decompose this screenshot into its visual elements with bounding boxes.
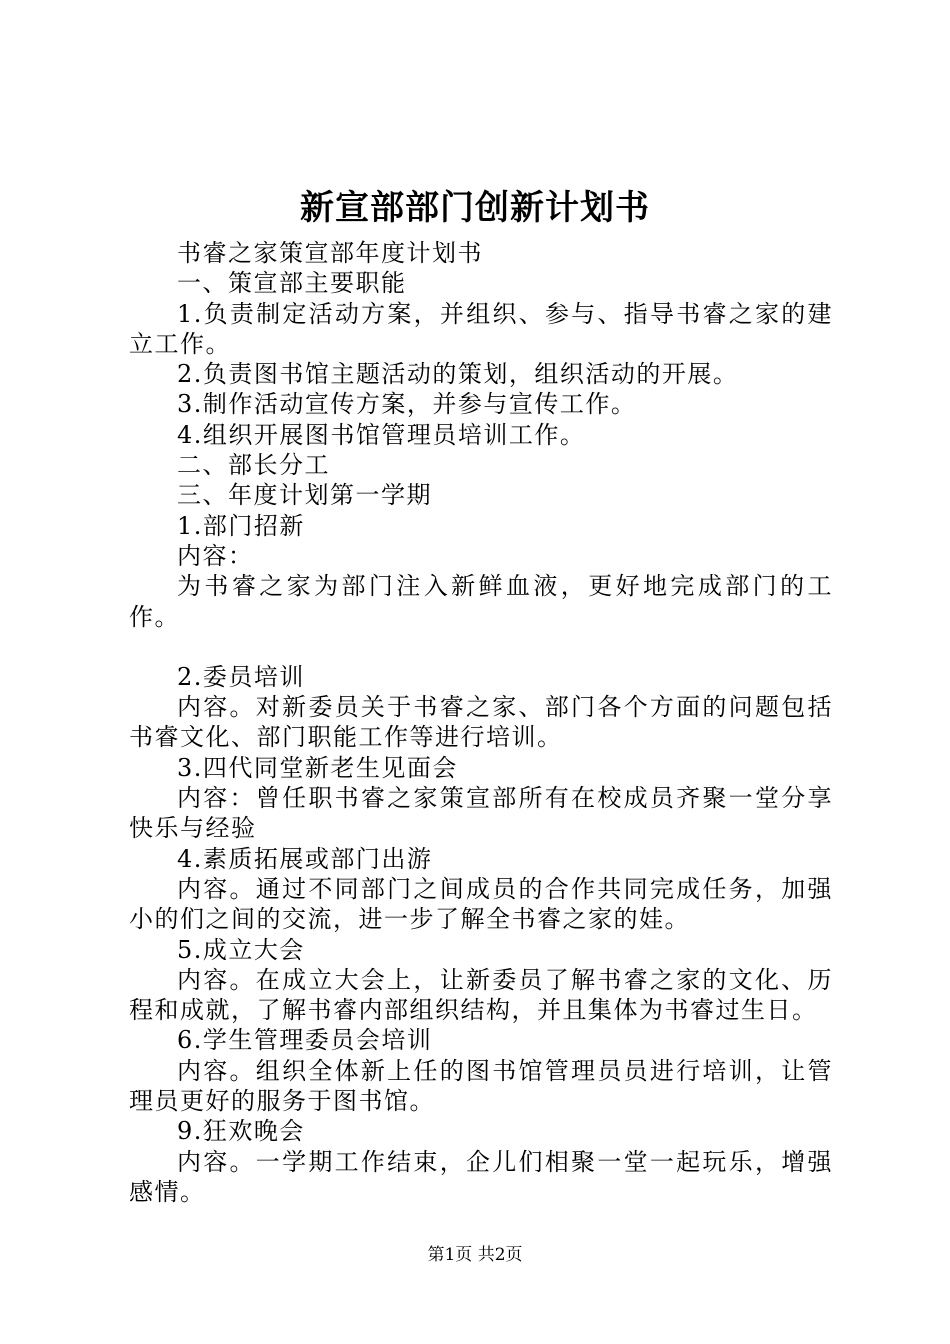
section-heading-annual-plan: 三、年度计划第一学期 — [177, 481, 432, 510]
item-content-recruitment: 为书睿之家为部门注入新鲜血液，更好地完成部门的工作。 — [129, 572, 833, 631]
item-heading-meeting: 3.四代同堂新老生见面会 — [177, 753, 458, 782]
item-content-committee-training: 内容。组织全体新上任的图书馆管理员员进行培训，让管理员更好的服务于图书馆。 — [129, 1056, 833, 1116]
section-heading-division: 二、部长分工 — [177, 451, 330, 480]
item-content-training: 内容。对新委员关于书睿之家、部门各个方面的问题包括书睿文化、部门职能工作等进行培训。 — [129, 693, 833, 752]
page-indicator: 第1页 共2页 — [427, 1245, 523, 1265]
paragraph-duty-3: 3.制作活动宣传方案，并参与宣传工作。 — [177, 390, 637, 419]
item-heading-training: 2.委员培训 — [177, 662, 305, 691]
section-heading-duties: 一、策宣部主要职能 — [177, 269, 407, 298]
item-heading-party: 9.狂欢晚会 — [177, 1117, 305, 1146]
paragraph-duty-2: 2.负责图书馆主题活动的策划，组织活动的开展。 — [177, 360, 739, 389]
document-title: 新宣部部门创新计划书 — [300, 188, 650, 228]
item-heading-outing: 4.素质拓展或部门出游 — [177, 844, 433, 873]
item-content-party: 内容。一学期工作结束，企儿们相聚一堂一起玩乐，增强感情。 — [129, 1147, 833, 1206]
item-heading-recruitment: 1.部门招新 — [177, 511, 305, 540]
item-content-outing: 内容。通过不同部门之间成员的合作共同完成任务，加强小的们之间的交流，进一步了解全书睿之家的娃。 — [129, 874, 833, 934]
paragraph-plan-heading: 书睿之家策宣部年度计划书 — [177, 239, 483, 267]
item-content-founding: 内容。在成立大会上，让新委员了解书睿之家的文化、历程和成就，了解书睿内部组织结构，并且集体为书睿过生日。 — [129, 965, 833, 1025]
document-body — [129, 238, 833, 1207]
paragraph-duty-1: 1.负责制定活动方案，并组织、参与、指导书睿之家的建立工作。 — [129, 299, 833, 358]
item-content-label: 内容： — [177, 541, 254, 570]
item-heading-founding: 5.成立大会 — [177, 935, 305, 964]
item-content-meeting: 内容：曾任职书睿之家策宣部所有在校成员齐聚一堂分享快乐与经验 — [129, 784, 833, 843]
paragraph-duty-4: 4.组织开展图书馆管理员培训工作。 — [177, 420, 586, 449]
item-heading-committee-training: 6.学生管理委员会培训 — [177, 1026, 433, 1055]
